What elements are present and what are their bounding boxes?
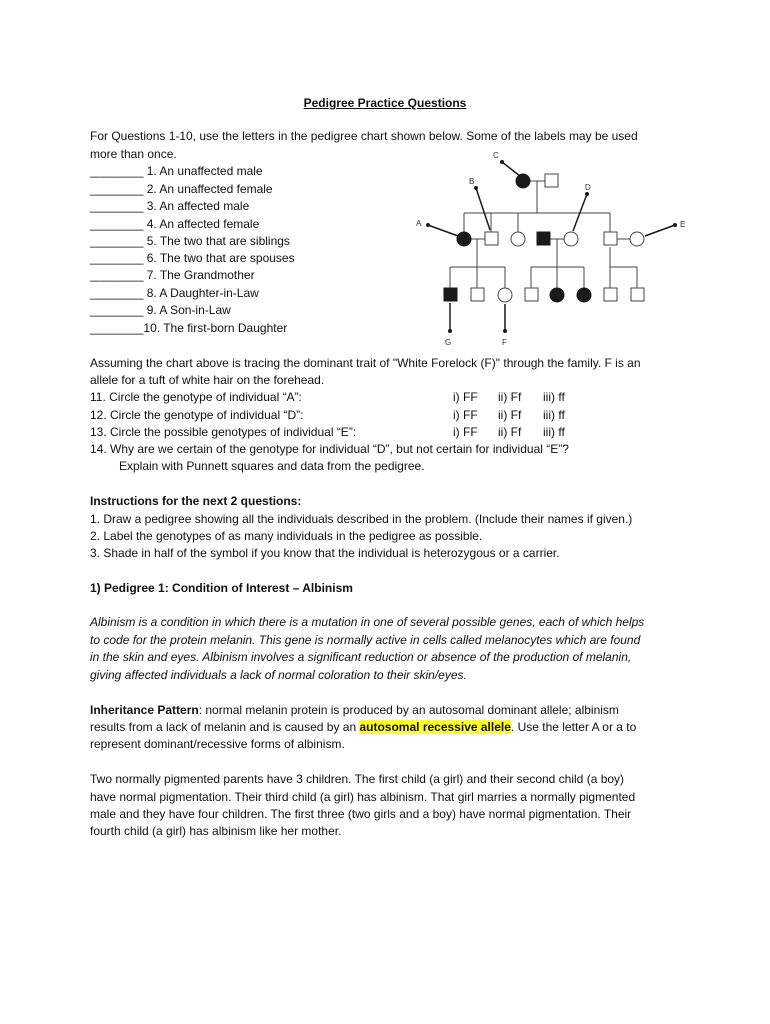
pedigree-male-unaffected	[485, 232, 498, 245]
pedigree-label-g: G	[445, 338, 452, 347]
pedigree-female-affected	[457, 232, 471, 246]
pedigree-female-unaffected	[498, 288, 512, 302]
pedigree-label-b: B	[469, 177, 475, 186]
inheritance-label: Inheritance Pattern	[90, 703, 199, 717]
pedigree1-heading: 1) Pedigree 1: Condition of Interest – Albinism	[90, 581, 353, 595]
albinism-description: Albinism is a condition in which there is a mutation in one of several possible genes, each of which helps	[90, 615, 645, 629]
question-11: 11. Circle the genotype of individual “A”:	[90, 390, 302, 404]
pedigree-female-unaffected	[511, 232, 525, 246]
inheritance-line	[90, 719, 636, 736]
inheritance-line: represent dominant/recessive forms of albinism.	[90, 737, 345, 751]
pedigree-male-affected	[444, 288, 457, 301]
assumption-line: Assuming the chart above is tracing the dominant trait of "White Forelock (F)" through the family. F is an	[90, 356, 641, 370]
intro-line: more than once.	[90, 147, 177, 161]
pedigree-male-affected	[537, 232, 550, 245]
story-line: fourth child (a girl) has albinism like her mother.	[90, 824, 342, 838]
option-ff-hetero[interactable]: ii) Ff	[498, 390, 522, 404]
inheritance-text: : normal melanin protein is produced by an autosomal dominant allele; albinism	[198, 703, 619, 717]
option-ff-hetero[interactable]: ii) Ff	[498, 408, 522, 422]
option-ff-dominant[interactable]: i) FF	[453, 390, 478, 404]
match-item: ________ 3. An affected male	[90, 199, 250, 213]
albinism-description: to code for the protein melanin. This gene is normally active in cells called melanocytes which are found	[90, 633, 641, 647]
story-line: Two normally pigmented parents have 3 children. The first child (a girl) and their second child (a boy)	[90, 772, 625, 786]
instruction-item: 1. Draw a pedigree showing all the individuals described in the problem. (Include their names if given.)	[90, 512, 633, 526]
inheritance-text: results from a lack of melanin and is caused by an	[90, 720, 360, 734]
pedigree-male-unaffected	[525, 288, 538, 301]
match-item: ________ 2. An unaffected female	[90, 182, 273, 196]
pedigree-male-unaffected	[604, 232, 617, 245]
option-ff-hetero[interactable]: ii) Ff	[498, 425, 522, 439]
highlighted-term: autosomal recessive allele	[359, 720, 511, 734]
question-13: 13. Circle the possible genotypes of individual “E”:	[90, 425, 357, 439]
pedigree-female-affected	[550, 288, 564, 302]
option-ff-dominant[interactable]: i) FF	[453, 425, 478, 439]
albinism-description: giving affected individuals a lack of normal coloration to their skin/eyes.	[90, 668, 467, 682]
pedigree-female-affected	[516, 174, 530, 188]
pedigree-female-unaffected	[630, 232, 644, 246]
pedigree-label-a: A	[416, 219, 422, 228]
pedigree-male-unaffected	[631, 288, 644, 301]
match-item: ________ 1. An unaffected male	[90, 164, 263, 178]
match-item: ________ 9. A Son-in-Law	[90, 303, 231, 317]
match-item: ________ 4. An affected female	[90, 217, 260, 231]
option-ff-recessive[interactable]: iii) ff	[543, 408, 565, 422]
match-item: ________ 5. The two that are siblings	[90, 234, 290, 248]
pedigree-label-d: D	[585, 183, 591, 192]
story-line: have normal pigmentation. Their third child (a girl) has albinism. That girl marries a normally pigmented	[90, 790, 636, 804]
pedigree-male-unaffected	[545, 174, 558, 187]
pedigree-chart	[0, 0, 770, 360]
story-line: male and they have four children. The first three (two girls and a boy) have normal pigmentation. Their	[90, 807, 632, 821]
match-item: ________10. The first-born Daughter	[90, 321, 288, 335]
pedigree-female-unaffected	[564, 232, 578, 246]
match-item: ________ 6. The two that are spouses	[90, 251, 295, 265]
pedigree-label-e: E	[680, 220, 686, 229]
albinism-description: in the skin and eyes. Albinism involves a significant reduction or absence of the production of melanin,	[90, 650, 632, 664]
pedigree-label-f: F	[502, 338, 507, 347]
pedigree-female-affected	[577, 288, 591, 302]
pedigree-label-c: C	[493, 151, 499, 160]
pedigree-male-unaffected	[604, 288, 617, 301]
option-ff-dominant[interactable]: i) FF	[453, 408, 478, 422]
pedigree-male-unaffected	[471, 288, 484, 301]
intro-line: For Questions 1-10, use the letters in the pedigree chart shown below. Some of the labels may be used	[90, 129, 638, 143]
instructions-heading: Instructions for the next 2 questions:	[90, 494, 302, 508]
option-ff-recessive[interactable]: iii) ff	[543, 425, 565, 439]
inheritance-text: . Use the letter A or a to	[510, 720, 637, 734]
match-item: ________ 7. The Grandmother	[90, 268, 255, 282]
inheritance-pattern	[90, 702, 619, 719]
assumption-line: allele for a tuft of white hair on the forehead.	[90, 373, 325, 387]
instruction-item: 2. Label the genotypes of as many individuals in the pedigree as possible.	[90, 529, 483, 543]
question-12: 12. Circle the genotype of individual “D”:	[90, 408, 304, 422]
instruction-item: 3. Shade in half of the symbol if you know that the individual is heterozygous or a carrier.	[90, 546, 560, 560]
option-ff-recessive[interactable]: iii) ff	[543, 390, 565, 404]
page-title: Pedigree Practice Questions	[303, 96, 467, 110]
question-14: 14. Why are we certain of the genotype for individual “D”, but not certain for individual “E”?	[90, 442, 569, 456]
match-item: ________ 8. A Daughter-in-Law	[90, 286, 259, 300]
question-14-line: Explain with Punnett squares and data from the pedigree.	[119, 459, 425, 473]
